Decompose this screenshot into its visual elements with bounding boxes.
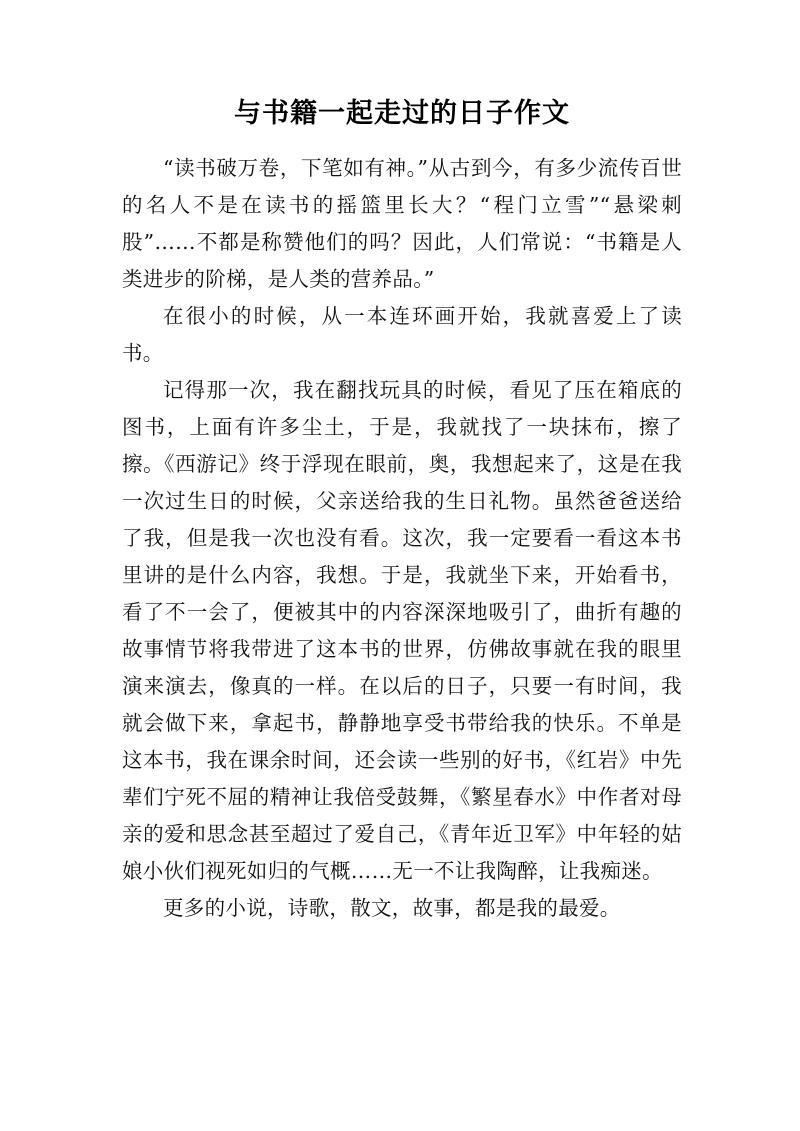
paragraph-favorites: 更多的小说，诗歌，散文，故事，都是我的最爱。 — [163, 896, 621, 920]
paragraph-intro-quote: “读书破万卷，下笔如有神。”从古到今，有多少流传百世的名人不是在读书的摇篮里长大？“程门立雪”“悬梁刺股”……不都是称赞他们的吗？因此，人们常说：“书籍是人类进步的阶梯，是人类的营养品。” — [122, 156, 682, 291]
paragraph-memory: 记得那一次，我在翻找玩具的时候，看见了压在箱底的图书，上面有许多尘土，于是，我就找了一块抹布，擦了擦。《西游记》终于浮现在眼前，奥，我想起来了，这是在我一次过生日的时候，父亲送给我的生日礼物。虽然爸爸送给了我，但是我一次也没有看。这次，我一定要看一看这本书里讲的是什么内容，我想。于是，我就坐下来，开始看书，看了不一会了，便被其中的内容深深地吸引了，曲折有趣的故事情节将我带进了这本书的世界，仿佛故事就在我的眼里演来演去，像真的一样。在以后的日子，只要一有时间，我就会做下来，拿起书，静静地享受书带给我的快乐。不单是这本书，我在课余时间，还会读一些别的好书，《红岩》中先辈们宁死不屈的精神让我倍受鼓舞，《繁星春水》中作者对母亲的爱和思念甚至超过了爱自己，《青年近卫军》中年轻的姑娘小伙们视死如归的气概……无一不让我陶醉，让我痴迷。 — [122, 378, 682, 883]
document-title: 与书籍一起走过的日子作文 — [234, 98, 570, 129]
paragraph-childhood: 在很小的时候，从一本连环画开始，我就喜爱上了读书。 — [122, 304, 682, 365]
